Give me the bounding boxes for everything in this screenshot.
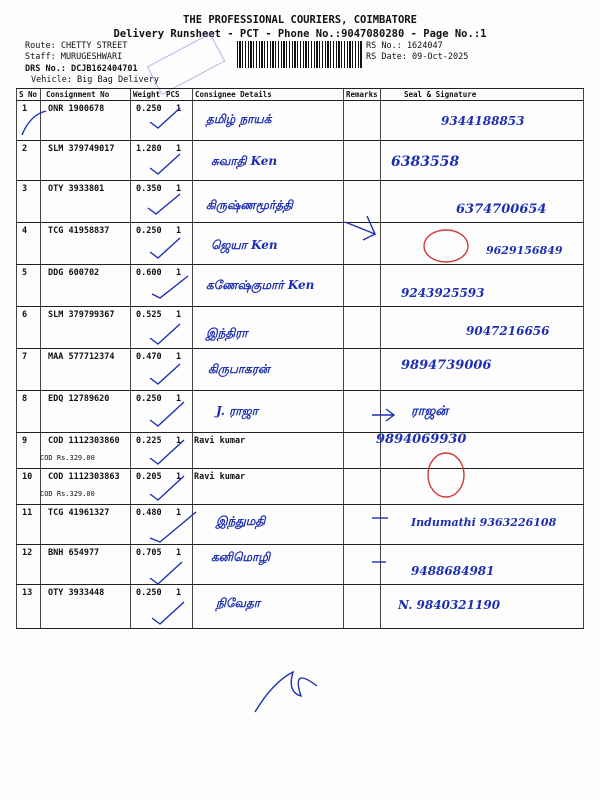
weight-cell: 1.280 — [136, 144, 162, 154]
barcode — [237, 41, 362, 68]
consignment-cell: TCG 41961327 — [48, 508, 110, 518]
rs-date-label: RS Date: 09-Oct-2025 — [366, 52, 469, 62]
handwritten-consignee: கனிமொழி — [211, 550, 271, 564]
col-consignment: Consignment No — [46, 90, 110, 99]
sno-cell: 6 — [22, 310, 28, 320]
pcs-cell: 1 — [176, 472, 182, 482]
table-row — [16, 140, 584, 180]
handwritten-signature: 9629156849 — [486, 244, 563, 257]
weight-cell: 0.250 — [136, 226, 162, 236]
consignee-cell: Ravi kumar — [194, 436, 246, 446]
col-sno: S No — [19, 90, 38, 99]
sno-cell: 10 — [22, 472, 33, 482]
handwritten-consignee: இந்துமதி — [216, 514, 266, 528]
table-rule — [16, 628, 584, 629]
sno-cell: 13 — [22, 588, 33, 598]
handwritten-signature: 6374700654 — [456, 202, 547, 217]
col-weight: Weight — [133, 90, 161, 99]
handwritten-consignee: ஜெயா Ken — [211, 238, 278, 252]
weight-cell: 0.250 — [136, 104, 162, 114]
handwritten-consignee: இந்திரா — [206, 326, 248, 340]
consignment-cell: SLM 379749017 — [48, 144, 115, 154]
pcs-cell: 1 — [176, 394, 182, 404]
consignment-cell: BNH 654977 — [48, 548, 100, 558]
handwritten-signature: ராஜன் — [411, 404, 448, 419]
pcs-cell: 1 — [176, 436, 182, 446]
sno-cell: 9 — [22, 436, 28, 446]
col-signature: Seal & Signature — [404, 90, 477, 99]
consignment-cell: SLM 379799367 — [48, 310, 115, 320]
weight-cell: 0.250 — [136, 588, 162, 598]
signature-mark — [255, 672, 317, 712]
sno-cell: 8 — [22, 394, 28, 404]
cod-amount: COD Rs.329.00 — [40, 454, 95, 462]
table-row — [16, 468, 584, 504]
consignment-cell: EDQ 12789620 — [48, 394, 110, 404]
weight-cell: 0.350 — [136, 184, 162, 194]
handwritten-consignee: நிவேதா — [216, 596, 261, 610]
weight-cell: 0.525 — [136, 310, 162, 320]
table-row — [16, 222, 584, 264]
pcs-cell: 1 — [176, 144, 182, 154]
consignment-cell: COD 1112303860 — [48, 436, 120, 446]
pcs-cell: 1 — [176, 104, 182, 114]
pcs-cell: 1 — [176, 184, 182, 194]
pcs-cell: 1 — [176, 548, 182, 558]
table-row — [16, 504, 584, 544]
handwritten-signature: N. 9840321190 — [398, 598, 501, 612]
handwritten-signature: 9344188853 — [441, 114, 525, 128]
table-row — [16, 390, 584, 432]
staff-label: Staff: MURUGESHWARI — [25, 52, 123, 62]
page-subtitle: Delivery Runsheet - PCT - Phone No.:9047080280 - Page No.:1 — [113, 28, 487, 40]
handwritten-consignee: சுவாதி Ken — [211, 154, 278, 168]
rs-no-label: RS No.: 1624047 — [366, 41, 443, 51]
sno-cell: 12 — [22, 548, 33, 558]
table-row — [16, 100, 584, 140]
weight-cell: 0.600 — [136, 268, 162, 278]
table-rule — [16, 88, 584, 89]
sno-cell: 1 — [22, 104, 28, 114]
vehicle-label: Vehicle: Big Bag Delivery — [31, 75, 159, 85]
handwritten-consignee: J. ராஜா — [216, 404, 258, 418]
runsheet-table — [16, 88, 584, 628]
table-row — [16, 306, 584, 348]
cod-amount: COD Rs.329.00 — [40, 490, 95, 498]
weight-cell: 0.250 — [136, 394, 162, 404]
sno-cell: 2 — [22, 144, 28, 154]
consignee-cell: Ravi kumar — [194, 472, 246, 482]
handwritten-signature: 9243925593 — [401, 286, 485, 300]
consignment-cell: OTY 3933448 — [48, 588, 105, 598]
table-row — [16, 348, 584, 390]
weight-cell: 0.480 — [136, 508, 162, 518]
col-consignee: Consignee Details — [195, 90, 272, 99]
consignment-cell: COD 1112303863 — [48, 472, 120, 482]
consignment-cell: TCG 41958837 — [48, 226, 110, 236]
handwritten-consignee: கிருபாகரன் — [208, 362, 270, 376]
page-title: THE PROFESSIONAL COURIERS, COIMBATORE — [183, 14, 417, 26]
table-row — [16, 264, 584, 306]
sno-cell: 7 — [22, 352, 28, 362]
pcs-cell: 1 — [176, 352, 182, 362]
handwritten-signature: 9894739006 — [401, 358, 492, 373]
handwritten-signature: 6383558 — [391, 154, 460, 170]
col-remarks: Remarks — [346, 90, 378, 99]
consignment-cell: ONR 1900678 — [48, 104, 105, 114]
weight-cell: 0.205 — [136, 472, 162, 482]
table-row — [16, 584, 584, 628]
pcs-cell: 1 — [176, 310, 182, 320]
handwritten-signature: 9488684981 — [411, 564, 495, 578]
consignment-cell: DDG 600702 — [48, 268, 100, 278]
handwritten-signature: 9894069930 — [376, 432, 467, 447]
weight-cell: 0.225 — [136, 436, 162, 446]
table-row — [16, 432, 584, 468]
pcs-cell: 1 — [176, 588, 182, 598]
drs-label: DRS No.: DCJB162404701 — [25, 64, 138, 74]
pcs-cell: 1 — [176, 226, 182, 236]
consignment-cell: MAA 577712374 — [48, 352, 115, 362]
handwritten-consignee: தமிழ் நாயக் — [206, 112, 272, 126]
pcs-cell: 1 — [176, 508, 182, 518]
handwritten-consignee: கிருஷ்ணமூர்த்தி — [206, 198, 293, 212]
consignment-cell: OTY 3933801 — [48, 184, 105, 194]
handwritten-signature: 9047216656 — [466, 324, 550, 338]
handwritten-signature: Indumathi 9363226108 — [411, 516, 557, 529]
route-label: Route: CHETTY STREET — [25, 41, 128, 51]
col-pcs: PCS — [166, 90, 180, 99]
stamp-mark — [147, 33, 226, 95]
table-row — [16, 544, 584, 584]
table-row — [16, 180, 584, 222]
handwritten-consignee: கணேஷ்குமார் Ken — [206, 278, 315, 292]
pcs-cell: 1 — [176, 268, 182, 278]
sno-cell: 11 — [22, 508, 33, 518]
sno-cell: 5 — [22, 268, 28, 278]
sno-cell: 4 — [22, 226, 28, 236]
sno-cell: 3 — [22, 184, 28, 194]
weight-cell: 0.470 — [136, 352, 162, 362]
weight-cell: 0.705 — [136, 548, 162, 558]
